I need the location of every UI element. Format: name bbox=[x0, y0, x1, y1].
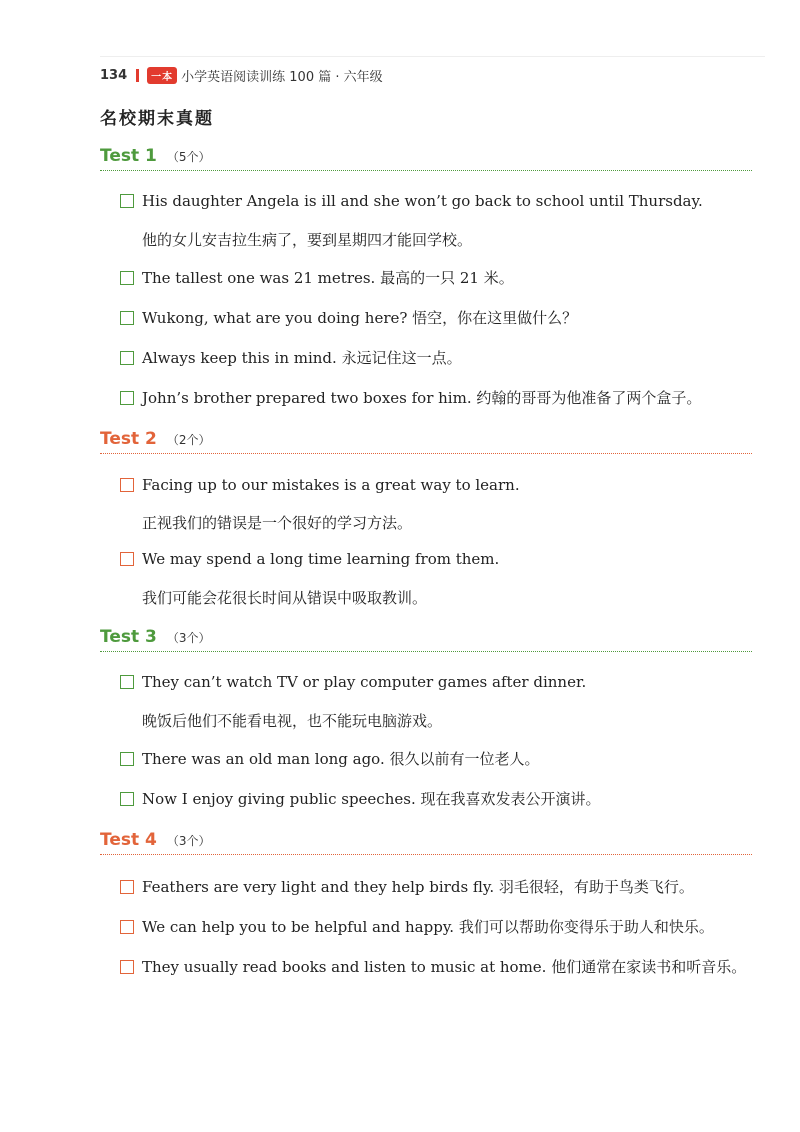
test-count: （5个） bbox=[166, 150, 211, 164]
translation: 正视我们的错误是一个很好的学习方法。 bbox=[142, 514, 413, 532]
sentence: They can’t watch TV or play computer games after dinner. bbox=[142, 673, 587, 691]
sentence: They usually read books and listen to music at home. 他们通常在家读书和听音乐。 bbox=[142, 958, 747, 976]
sentence: His daughter Angela is ill and she won’t go back to school until Thursday. bbox=[142, 192, 703, 210]
section-title: 名校期末真题 bbox=[100, 109, 214, 129]
checkbox[interactable] bbox=[120, 194, 134, 208]
list-item bbox=[120, 476, 520, 494]
list-item bbox=[120, 267, 514, 288]
top-rule bbox=[100, 56, 765, 57]
list-item bbox=[120, 876, 694, 897]
checkbox[interactable] bbox=[120, 960, 134, 974]
test-3-heading bbox=[100, 627, 211, 649]
sentence: Feathers are very light and they help birds fly. 羽毛很轻，有助于鸟类飞行。 bbox=[142, 878, 694, 896]
checkbox[interactable] bbox=[120, 391, 134, 405]
test-1-heading bbox=[100, 146, 211, 168]
sentence: We may spend a long time learning from them. bbox=[142, 550, 500, 568]
checkbox[interactable] bbox=[120, 920, 134, 934]
book-logo: 一本 bbox=[147, 67, 177, 84]
test-count: （3个） bbox=[166, 631, 211, 645]
checkbox[interactable] bbox=[120, 752, 134, 766]
dotted-divider bbox=[100, 170, 752, 171]
header-divider bbox=[136, 69, 139, 82]
sentence: Always keep this in mind. 永远记住这一点。 bbox=[142, 349, 462, 367]
test-label: Test 4 bbox=[100, 830, 157, 850]
list-item bbox=[120, 387, 701, 408]
sentence: Wukong, what are you doing here? 悟空，你在这里做什么？ bbox=[142, 309, 578, 327]
book-title: 小学英语阅读训练 100 篇 · 六年级 bbox=[181, 69, 383, 85]
test-4-heading bbox=[100, 830, 211, 852]
test-count: （2个） bbox=[166, 433, 211, 447]
sentence: Facing up to our mistakes is a great way to learn. bbox=[142, 476, 520, 494]
sentence: We can help you to be helpful and happy. 我们可以帮助你变得乐于助人和快乐。 bbox=[142, 918, 714, 936]
test-label: Test 1 bbox=[100, 146, 157, 166]
checkbox[interactable] bbox=[120, 880, 134, 894]
checkbox[interactable] bbox=[120, 675, 134, 689]
checkbox[interactable] bbox=[120, 552, 134, 566]
sentence: There was an old man long ago. 很久以前有一位老人。 bbox=[142, 750, 540, 768]
list-item bbox=[120, 748, 539, 769]
list-item bbox=[120, 307, 577, 328]
dotted-divider bbox=[100, 651, 752, 652]
checkbox[interactable] bbox=[120, 271, 134, 285]
checkbox[interactable] bbox=[120, 351, 134, 365]
translation: 他的女儿安吉拉生病了，要到星期四才能回学校。 bbox=[142, 231, 473, 249]
test-label: Test 2 bbox=[100, 429, 157, 449]
checkbox[interactable] bbox=[120, 792, 134, 806]
dotted-divider bbox=[100, 854, 752, 855]
test-count: （3个） bbox=[166, 834, 211, 848]
dotted-divider bbox=[100, 453, 752, 454]
test-label: Test 3 bbox=[100, 627, 157, 647]
list-item bbox=[120, 916, 714, 937]
translation: 我们可能会花很长时间从错误中吸取教训。 bbox=[142, 589, 428, 607]
sentence: John’s brother prepared two boxes for him. 约翰的哥哥为他准备了两个盒子。 bbox=[142, 389, 702, 407]
page-number: 134 bbox=[100, 67, 128, 83]
list-item bbox=[120, 192, 703, 210]
sentence: Now I enjoy giving public speeches. 现在我喜欢发表公开演讲。 bbox=[142, 790, 601, 808]
list-item bbox=[120, 788, 600, 809]
translation: 晚饭后他们不能看电视，也不能玩电脑游戏。 bbox=[142, 712, 443, 730]
test-2-heading bbox=[100, 429, 211, 451]
list-item bbox=[120, 673, 586, 691]
sentence: The tallest one was 21 metres. 最高的一只 21 米。 bbox=[142, 269, 514, 287]
checkbox[interactable] bbox=[120, 478, 134, 492]
list-item bbox=[120, 550, 499, 568]
list-item bbox=[120, 956, 746, 977]
list-item bbox=[120, 347, 462, 368]
page-header bbox=[100, 64, 383, 86]
checkbox[interactable] bbox=[120, 311, 134, 325]
